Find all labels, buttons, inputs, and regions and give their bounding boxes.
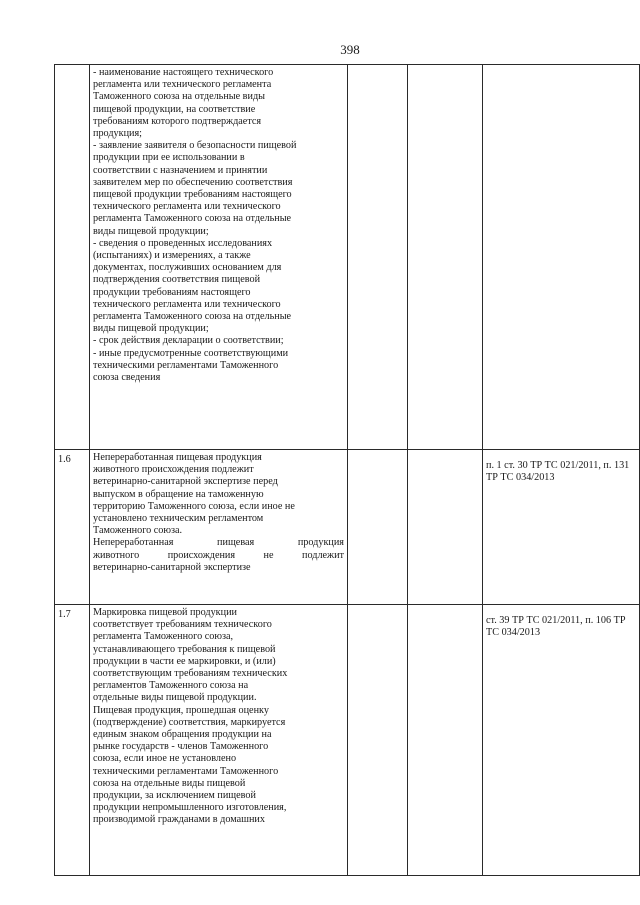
requirement-cell (90, 450, 348, 605)
text-line: выпуском в обращение на таможенную (93, 488, 264, 500)
empty-cell (408, 450, 483, 605)
text-line: виды пищевой продукции; (93, 323, 209, 335)
row-number-cell (55, 65, 90, 450)
text-line: регламента Таможенного союза на отдельные (93, 311, 292, 323)
text-line: союза на отдельные виды пищевой (93, 777, 246, 789)
text-line: соответствии с назначением и принятии (93, 164, 268, 176)
text-line: продукции, за исключением пищевой (93, 790, 256, 802)
text-line: (испытаниях) и измерениях, а также (93, 250, 251, 262)
text-line: требованиям которого подтверждается (93, 115, 262, 127)
text-line: (подтверждение) соответствия, маркируется (93, 716, 286, 728)
text-line: ветеринарно-санитарной экспертизе перед (93, 476, 278, 488)
text-line: пищевой продукции требованиям настоящего (93, 189, 292, 201)
text-line: регламента Таможенного союза, (93, 631, 234, 643)
text-line: регламента или технического регламента (93, 79, 272, 91)
text-line: Непереработанная пищевая продукция (93, 452, 262, 463)
text-line: Таможенного союза. (93, 525, 183, 537)
text-line: отдельные виды пищевой продукции. (93, 692, 257, 704)
text-line: - заявление заявителя о безопасности пищевой (93, 140, 297, 152)
requirements-table (54, 64, 640, 876)
empty-cell (348, 450, 408, 605)
text-line: виды пищевой продукции; (93, 225, 209, 237)
text-line: соответствующим требованиям технических (93, 668, 288, 680)
text-line: животного происхождения не подлежит (93, 549, 344, 561)
text-line: - сведения о проведенных исследованиях (93, 237, 273, 249)
requirement-cell (90, 605, 348, 876)
reference-cell (483, 65, 640, 450)
text-line: соответствует требованиям технического (93, 619, 272, 631)
text-line: устанавливающего требования к пищевой (93, 643, 276, 655)
text-line: - иные предусмотренные соответствующими (93, 347, 289, 359)
text-line: техническими регламентами Таможенного (93, 359, 279, 371)
text-line: техническими регламентами Таможенного (93, 765, 279, 777)
text-line: продукции непромышленного изготовления, (93, 802, 287, 814)
text-line: союза, если иное не установлено (93, 753, 237, 765)
text-line: пищевой продукции, на соответствие (93, 103, 256, 115)
text-line: Маркировка пищевой продукции (93, 607, 237, 618)
empty-cell (348, 65, 408, 450)
text-line: единым знаком обращения продукции на (93, 729, 272, 741)
text-line: Непереработанная пищевая продукция (93, 537, 344, 549)
text-line: - срок действия декларации о соответствии; (93, 335, 284, 347)
text-line: продукции при ее использовании в (93, 152, 245, 164)
requirement-cell (90, 65, 348, 450)
text-line: рынке государств - членов Таможенного (93, 741, 269, 753)
text-line: территорию Таможенного союза, если иное не (93, 500, 295, 512)
table-row (55, 65, 640, 450)
text-line: продукция; (93, 128, 142, 140)
page-number: 398 (340, 42, 360, 57)
text-line: продукции в части ее маркировки, и (или) (93, 655, 276, 667)
text-line: заявителем мер по обеспечению соответствия (93, 176, 293, 188)
text-line: продукции требованиям настоящего (93, 286, 251, 298)
empty-cell (408, 605, 483, 876)
table-row (55, 450, 640, 605)
text-line: регламентов Таможенного союза на (93, 680, 249, 692)
empty-cell (408, 65, 483, 450)
text-line: подтверждения соответствия пищевой (93, 274, 261, 286)
text-line: союза сведения (93, 372, 161, 384)
empty-cell (348, 605, 408, 876)
text-line: Таможенного союза на отдельные виды (93, 91, 265, 103)
text-line: Пищевая продукция, прошедшая оценку (93, 704, 269, 716)
reference-cell: п. 1 ст. 30 ТР ТС 021/2011, п. 131 ТР ТС 034/2013 (483, 450, 640, 605)
text-line: - наименование настоящего технического (93, 67, 274, 78)
text-line: установлено техническим регламентом (93, 513, 264, 525)
text-line: технического регламента или технического (93, 201, 281, 213)
table-row (55, 605, 640, 876)
text-line: животного происхождения подлежит (93, 464, 254, 476)
reference-cell: ст. 39 ТР ТС 021/2011, п. 106 ТР ТС 034/2013 (483, 605, 640, 876)
text-line: документах, послуживших основанием для (93, 262, 282, 274)
text-line: регламента Таможенного союза на отдельные (93, 213, 292, 225)
row-number-cell: 1.6 (55, 450, 90, 605)
text-line: производимой гражданами в домашних (93, 814, 265, 826)
text-line: технического регламента или технического (93, 298, 281, 310)
row-number-cell: 1.7 (55, 605, 90, 876)
text-line: ветеринарно-санитарной экспертизе (93, 561, 251, 573)
